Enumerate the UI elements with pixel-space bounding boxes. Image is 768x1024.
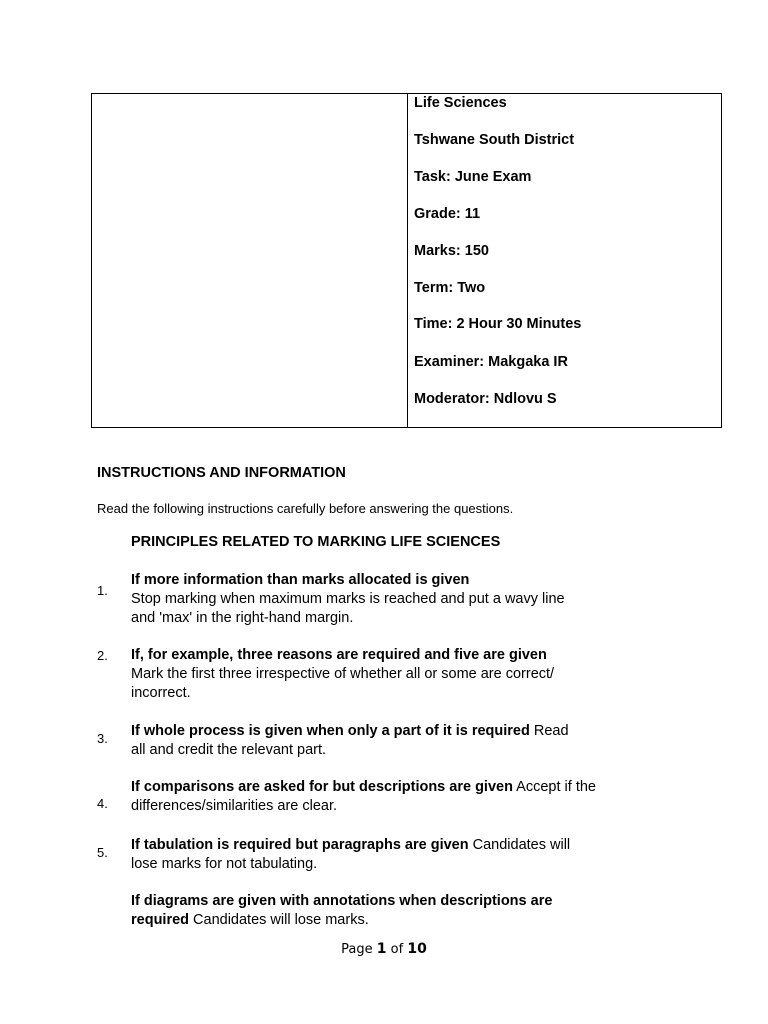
- instructions-title: INSTRUCTIONS AND INFORMATION: [97, 465, 346, 481]
- item-number: 3.: [97, 731, 108, 746]
- page-total: 10: [407, 941, 427, 957]
- list-item: [131, 892, 631, 930]
- header-left-cell: [92, 94, 408, 427]
- item-heading: If, for example, three reasons are required and five are given: [131, 647, 547, 663]
- item-number: 4.: [97, 796, 108, 811]
- header-table: [91, 93, 722, 428]
- item-text: Candidates will: [468, 837, 571, 853]
- list-item: [131, 778, 631, 816]
- of-word: of: [390, 942, 404, 957]
- item-heading: required: [131, 912, 190, 928]
- item-text: differences/similarities are clear.: [131, 798, 338, 814]
- item-text: incorrect.: [131, 685, 191, 701]
- list-item: [131, 836, 631, 874]
- page-word: Page: [341, 942, 373, 957]
- item-heading: If whole process is given when only a part of it is required: [131, 723, 530, 739]
- item-text: Stop marking when maximum marks is reached and put a wavy line: [131, 591, 565, 607]
- subject-label: Life Sciences: [414, 95, 507, 111]
- item-number: 5.: [97, 845, 108, 860]
- item-text: lose marks for not tabulating.: [131, 856, 318, 872]
- list-item: [131, 646, 631, 703]
- examiner-label: Examiner: Makgaka IR: [414, 354, 568, 370]
- item-heading: If tabulation is required but paragraphs are given: [131, 837, 469, 853]
- time-label: Time: 2 Hour 30 Minutes: [414, 316, 582, 332]
- grade-label: Grade: 11: [414, 206, 481, 222]
- page-footer: [0, 941, 768, 957]
- item-text: Candidates will lose marks.: [189, 912, 369, 928]
- item-number: 2.: [97, 648, 108, 663]
- district-label: Tshwane South District: [414, 132, 575, 148]
- instructions-intro: Read the following instructions carefully before answering the questions.: [97, 501, 514, 516]
- header-right-cell: [408, 94, 721, 427]
- marks-label: Marks: 150: [414, 243, 489, 259]
- item-text: and 'max' in the right-hand margin.: [131, 610, 354, 626]
- item-heading: If diagrams are given with annotations when descriptions are: [131, 893, 553, 909]
- item-text: Accept if the: [512, 779, 596, 795]
- item-heading: If comparisons are asked for but descriptions are given: [131, 779, 513, 795]
- item-text: Mark the first three irrespective of whether all or some are correct/: [131, 666, 555, 682]
- list-item: [131, 722, 631, 760]
- term-label: Term: Two: [414, 280, 486, 296]
- moderator-label: Moderator: Ndlovu S: [414, 391, 557, 407]
- page-current: 1: [376, 941, 387, 957]
- item-number: 1.: [97, 583, 108, 598]
- item-heading: If more information than marks allocated is given: [131, 572, 470, 588]
- principles-title: PRINCIPLES RELATED TO MARKING LIFE SCIENCES: [131, 534, 501, 550]
- item-text: all and credit the relevant part.: [131, 742, 327, 758]
- list-item: [131, 571, 631, 628]
- item-text: Read: [529, 723, 569, 739]
- task-label: Task: June Exam: [414, 169, 532, 185]
